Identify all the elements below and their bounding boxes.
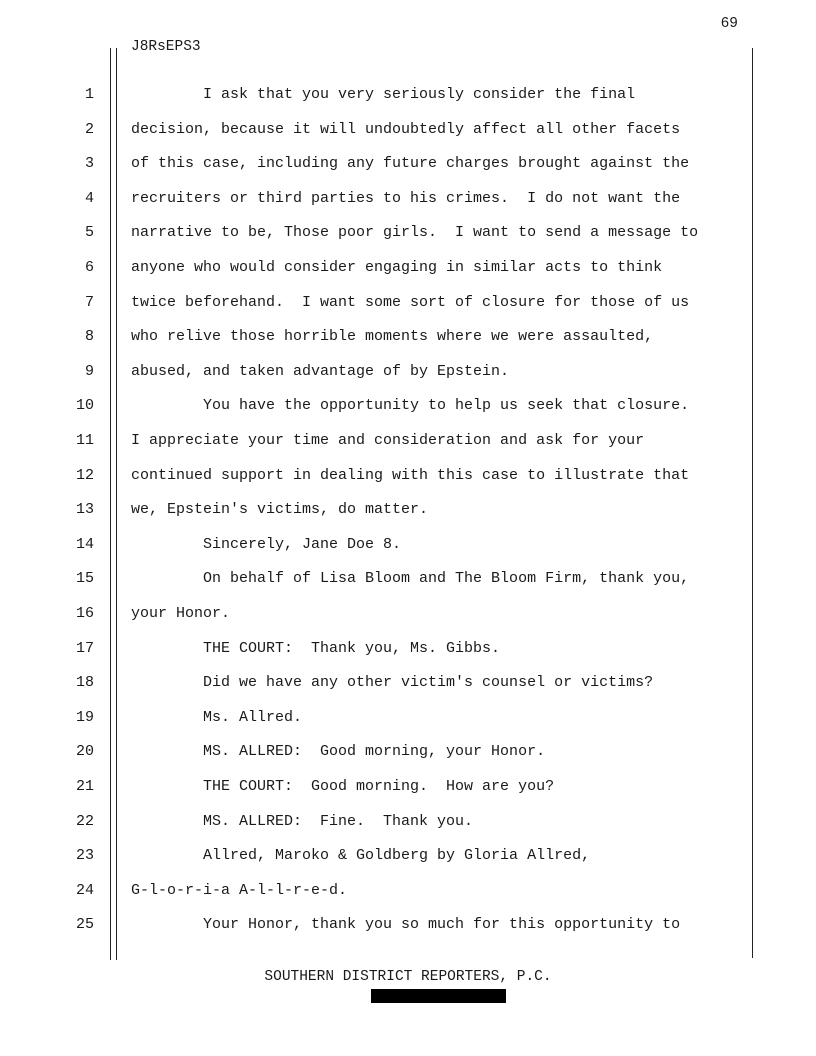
line-text: You have the opportunity to help us seek that closure.: [131, 397, 690, 415]
transcript-line: [0, 389, 816, 423]
line-number: 19: [75, 708, 94, 726]
redaction-bar: [371, 989, 506, 1003]
line-text: THE COURT: Good morning. How are you?: [131, 778, 555, 795]
transcript-line: [0, 286, 816, 320]
line-number: 18: [75, 674, 94, 692]
line-text: who relive those horrible moments where we were assaulted,: [131, 328, 654, 346]
line-text: decision, because it will undoubtedly affect all other facets: [131, 120, 681, 138]
document-id: J8RsEPS3: [131, 39, 201, 55]
line-text: Sincerely, Jane Doe 8.: [131, 535, 402, 553]
line-text: of this case, including any future charges brought against the: [131, 155, 690, 173]
line-number: 2: [84, 120, 94, 138]
line-number: 15: [75, 570, 94, 588]
transcript-line: [0, 839, 816, 873]
line-text: MS. ALLRED: Fine. Thank you.: [131, 812, 474, 830]
line-number: 22: [75, 812, 94, 830]
line-text: G-l-o-r-i-a A-l-l-r-e-d.: [131, 881, 348, 899]
transcript-line: [0, 632, 816, 666]
transcript-line: [0, 459, 816, 493]
line-text: we, Epstein's victims, do matter.: [131, 501, 429, 519]
line-number: 21: [75, 778, 94, 795]
line-text: recruiters or third parties to his crimes. I do not want the: [131, 189, 681, 207]
reporter-footer: SOUTHERN DISTRICT REPORTERS, P.C.: [264, 969, 552, 985]
line-text: I ask that you very seriously consider the final: [131, 86, 636, 103]
transcript-line: [0, 216, 816, 250]
line-number: 12: [75, 466, 94, 484]
transcript-line: [0, 666, 816, 700]
line-number: 1: [84, 86, 94, 103]
line-text: twice beforehand. I want some sort of closure for those of us: [131, 293, 690, 311]
line-text: narrative to be, Those poor girls. I want to send a message to: [131, 224, 699, 242]
line-text: your Honor.: [131, 605, 231, 622]
transcript-line: [0, 113, 816, 147]
transcript-line: [0, 908, 816, 942]
line-number: 8: [84, 328, 94, 346]
line-number: 6: [84, 259, 94, 276]
line-text: Did we have any other victim's counsel or victims?: [131, 674, 654, 692]
transcript-line: [0, 355, 816, 389]
line-text: abused, and taken advantage of by Epstein.: [131, 362, 510, 380]
line-number: 16: [75, 605, 94, 622]
line-number: 4: [84, 189, 94, 207]
line-number: 20: [75, 743, 94, 761]
line-number: 23: [75, 847, 94, 865]
transcript-line: [0, 424, 816, 458]
transcript-line: [0, 493, 816, 527]
line-text: Your Honor, thank you so much for this opportunity to: [131, 916, 681, 934]
transcript-line: [0, 562, 816, 596]
line-number: 14: [75, 535, 94, 553]
line-number: 25: [75, 916, 94, 934]
line-number: 5: [84, 224, 94, 242]
transcript-line: [0, 320, 816, 354]
line-text: MS. ALLRED: Good morning, your Honor.: [131, 743, 546, 761]
transcript-line: [0, 78, 816, 112]
transcript-line: [0, 735, 816, 769]
line-text: I appreciate your time and consideration and ask for your: [131, 432, 645, 449]
line-text: continued support in dealing with this case to illustrate that: [131, 466, 690, 484]
line-number: 24: [75, 881, 94, 899]
line-text: On behalf of Lisa Bloom and The Bloom Firm, thank you,: [131, 570, 690, 588]
line-text: Allred, Maroko & Goldberg by Gloria Allred,: [131, 847, 591, 865]
line-number: 13: [75, 501, 94, 519]
line-text: anyone who would consider engaging in similar acts to think: [131, 259, 663, 276]
transcript-line: [0, 701, 816, 735]
transcript-line: [0, 597, 816, 631]
transcript-line: [0, 147, 816, 181]
page-number: 69: [720, 16, 738, 32]
transcript-line: [0, 770, 816, 804]
line-number: 11: [75, 432, 94, 449]
line-text: Ms. Allred.: [131, 708, 303, 726]
transcript-line: [0, 805, 816, 839]
line-number: 17: [75, 639, 94, 657]
transcript-line: [0, 182, 816, 216]
line-number: 7: [84, 293, 94, 311]
transcript-line: [0, 528, 816, 562]
line-number: 10: [75, 397, 94, 415]
line-number: 3: [84, 155, 94, 173]
transcript-line: [0, 874, 816, 908]
line-text: THE COURT: Thank you, Ms. Gibbs.: [131, 639, 501, 657]
line-number: 9: [84, 362, 94, 380]
transcript-line: [0, 251, 816, 285]
